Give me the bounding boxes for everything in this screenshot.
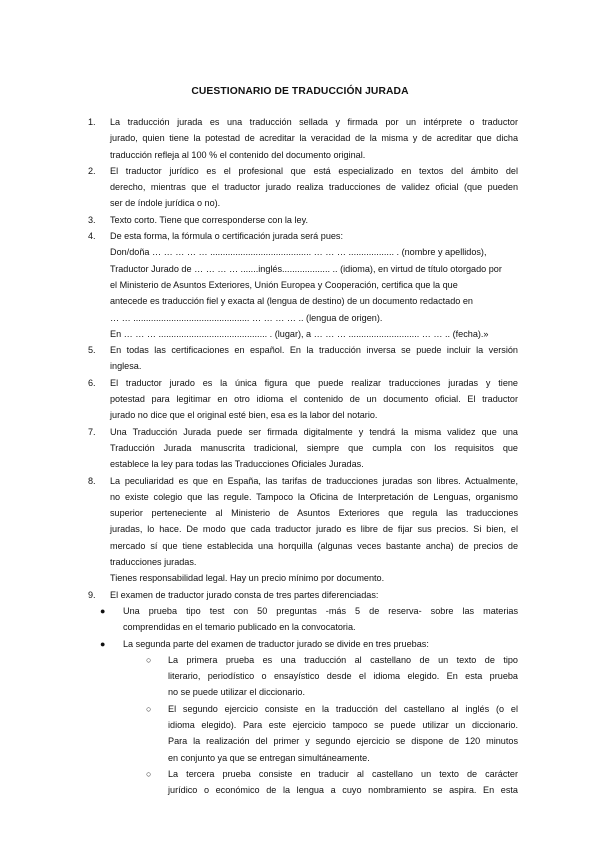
list-item <box>88 228 518 342</box>
bullet-list <box>88 603 518 799</box>
list-item <box>88 424 518 473</box>
questionnaire-body <box>88 114 518 798</box>
subbullet-item <box>88 766 518 799</box>
text-line: En … … … ........................................... . (lugar), a … … … ............................ … … .. (fecha).» <box>110 328 489 339</box>
text-line: Traductor Jurado de … … … … .......inglés................... .. (idioma), en virtud de título otorgado por <box>110 263 502 274</box>
text-line: potestad para legitimar en otro idioma el contenido de un documento oficial. El traductor <box>110 394 518 405</box>
text-line: inglesa. <box>110 361 142 372</box>
text-line: establece la ley para todas las Traducciones Oficiales Juradas. <box>110 459 364 470</box>
text-line: traducción refleja al 100 % el contenido del documento original. <box>110 149 366 160</box>
text-line: La traducción jurada es una traducción sellada y firmada por un intérprete o traductor <box>110 117 518 127</box>
text-line: Una prueba tipo test con 50 preguntas -más 5 de reserva- sobre las materias <box>123 605 518 616</box>
bullet-item <box>88 603 518 636</box>
text-line: traducciones juradas. <box>110 557 197 568</box>
text-line: jurado, quien tiene la potestad de acreditar la veracidad de la misma y de acreditar que dicha <box>110 133 518 144</box>
list-item <box>88 473 518 587</box>
text-line: La peculiaridad es que en España, las tarifas de traducciones juradas son libres. Actualmente, <box>110 475 518 486</box>
item-number: 1. <box>88 117 96 127</box>
list-item <box>88 163 518 212</box>
circle-bullet-icon: ○ <box>146 703 152 714</box>
text-line: Traducción Jurada manuscrita tradicional, siempre que cumpla con los requisitos que <box>110 442 518 453</box>
text-line: El examen de traductor jurado consta de tres partes diferenciadas: <box>110 589 379 600</box>
text-line: jurado no dice que el original esté bien, esa es la labor del notario. <box>110 410 378 421</box>
list-item <box>88 342 518 375</box>
text-line: La tercera prueba consiste en traducir al castellano un texto de carácter <box>168 768 518 779</box>
item-number: 6. <box>88 377 96 388</box>
item-number: 7. <box>88 426 96 437</box>
text-line: superior perteneciente al Ministerio de Asuntos Exteriores que regula las traducciones <box>110 508 518 519</box>
text-line: idioma elegido). Para este ejercicio tampoco se puede utilizar un diccionario. <box>168 719 518 730</box>
bullet-icon: ● <box>100 605 106 616</box>
list-item <box>88 212 518 228</box>
text-line: De esta forma, la fórmula o certificación jurada será pues: <box>110 231 344 242</box>
text-line: Una Traducción Jurada puede ser firmada digitalmente y tendrá la misma validez que una <box>110 426 518 437</box>
item-number: 4. <box>88 231 96 242</box>
numbered-list <box>88 114 518 603</box>
text-line: … … .............................................. … … … … .. (lengua de origen). <box>110 312 383 323</box>
text-line: El segundo ejercicio consiste en la traducción del castellano al inglés (o el <box>168 703 518 714</box>
text-line: ser de índole jurídica o no). <box>110 198 221 209</box>
text-line: no existe colegio que las regule. Tampoco la Oficina de Interpretación de Lenguas, organismo <box>110 491 518 502</box>
text-line: antecede es traducción fiel y exacta al (lengua de destino) de un documento redactado en <box>110 296 473 307</box>
text-line: Don/doña … … … … … ........................................ … … … .................. . (nombre y apellidos), <box>110 247 487 258</box>
list-item <box>88 375 518 424</box>
text-line: en conjunto ya que se entregan simultáneamente. <box>168 752 370 763</box>
text-line: el Ministerio de Asuntos Exteriores, Unión Europea y Cooperación, certifica que la que <box>110 279 458 290</box>
text-line: jurídico o económico de la lengua a cuyo nombramiento se aspira. En esta <box>168 785 518 796</box>
bullet-item <box>88 636 518 652</box>
text-line: comprendidas en el temario publicado en la convocatoria. <box>123 622 356 633</box>
text-line: Tienes responsabilidad legal. Hay un precio mínimo por documento. <box>110 573 385 584</box>
item-number: 3. <box>88 214 96 225</box>
subbullet-item <box>88 652 518 701</box>
text-line: Texto corto. Tiene que corresponderse con la ley. <box>110 214 308 225</box>
page-title: CUESTIONARIO DE TRADUCCIÓN JURADA <box>191 86 409 97</box>
circle-bullet-icon: ○ <box>146 768 152 779</box>
text-line: Para la realización del primer y segundo ejercicio se dispone de 120 minutos <box>168 736 518 747</box>
subbullet-item <box>88 701 518 766</box>
text-line: En todas las certificaciones en español. En la traducción inversa se puede incluir la versión <box>110 345 518 356</box>
item-number: 5. <box>88 345 96 356</box>
list-item <box>88 114 518 163</box>
text-line: mercado sí que tiene establecida una horquilla (algunas veces bastante ancha) de precios de <box>110 540 518 551</box>
text-line: no se puede utilizar el diccionario. <box>168 687 305 698</box>
text-line: juradas, lo hace. De modo que cada traductor jurado es libre de fijar sus precios. Si bien, el <box>110 524 518 535</box>
text-line: El traductor jurado es la única figura que puede realizar traducciones juradas y tiene <box>110 377 518 388</box>
text-line: La segunda parte del examen de traductor jurado se divide en tres pruebas: <box>123 638 429 649</box>
text-line: La primera prueba es una traducción al castellano de un texto de tipo <box>168 654 518 665</box>
text-line: literario, periodístico o ensayístico desde el idioma elegido. En esta prueba <box>168 671 518 682</box>
text-line: El traductor jurídico es el profesional que está especializado en textos del ámbito del <box>110 165 518 176</box>
item-number: 8. <box>88 475 96 486</box>
item-number: 9. <box>88 589 96 600</box>
list-item <box>88 587 518 603</box>
circle-bullet-icon: ○ <box>146 654 152 665</box>
item-number: 2. <box>88 165 96 176</box>
bullet-icon: ● <box>100 638 106 649</box>
text-line: derecho, mientras que el traductor jurado realiza traducciones de validez oficial (que pueden <box>110 182 518 193</box>
